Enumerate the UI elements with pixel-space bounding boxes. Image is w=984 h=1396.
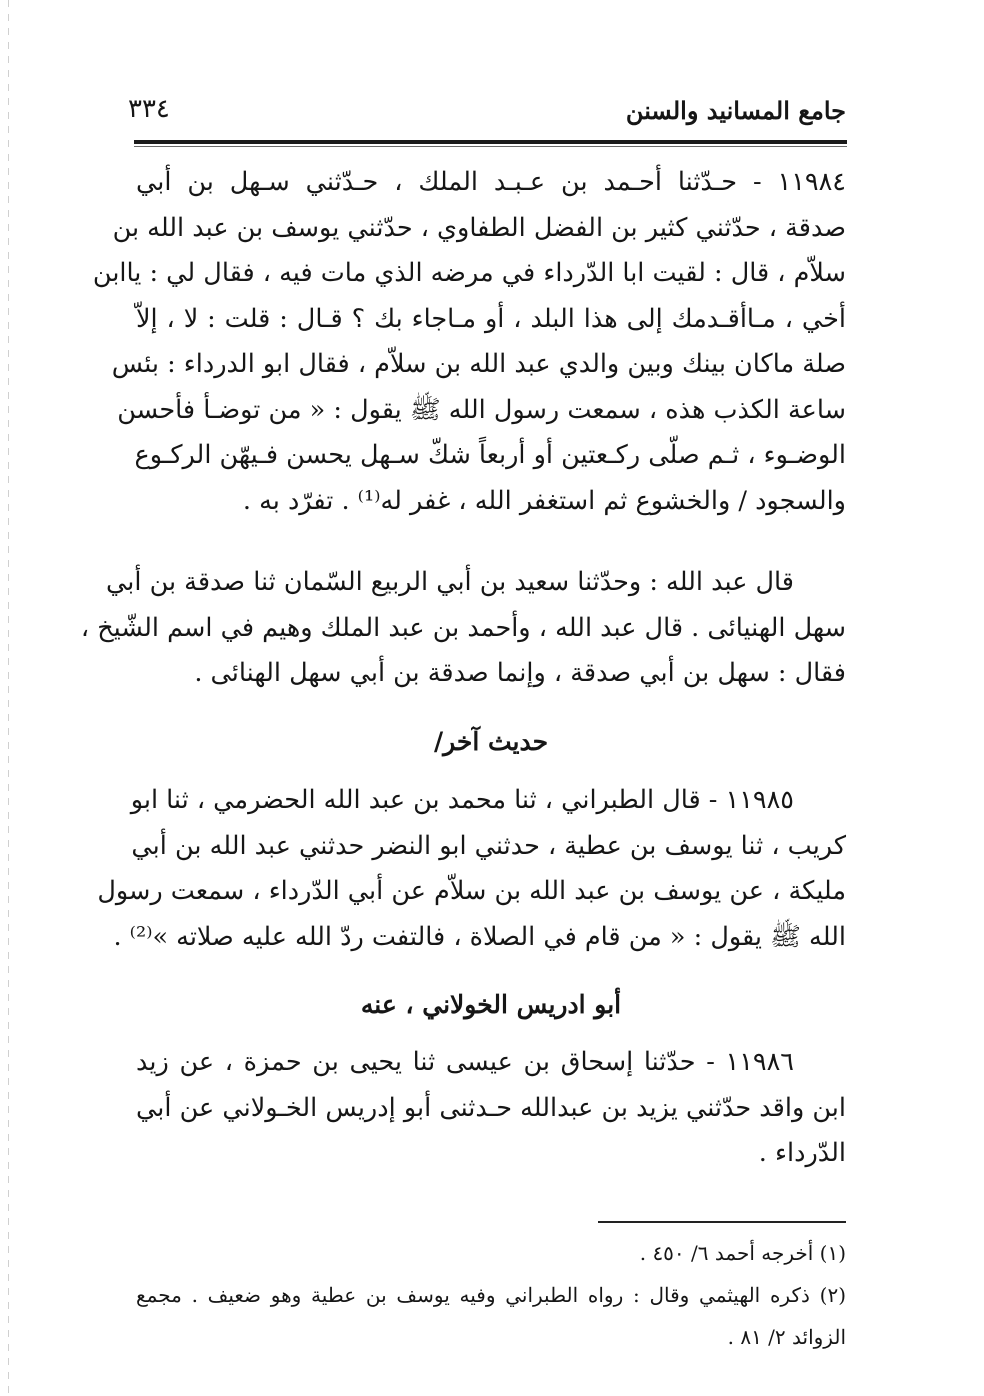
section-heading: حديث آخر/ bbox=[433, 727, 549, 756]
hadith-11984 bbox=[92, 160, 846, 524]
text-line: الوضـوء ، ثـم صلّى ركـعتين أو أربعاً شكّ سـهل يحسن فـيهّن الركـوع bbox=[134, 440, 846, 470]
footnote-2-continued: الزوائد ٢/ ٨١ . bbox=[727, 1325, 846, 1349]
footnote-2: (٢) ذكره الهيثمي وقال : رواه الطبراني وفيه يوسف بن عطية وهو ضعيف . مجمع bbox=[136, 1283, 846, 1307]
text-line: ١١٩٨٤ - حـدّثنا أحـمد بن عـبـد الملك ، حـدّثني سـهل بن أبي bbox=[136, 167, 846, 197]
text-line: ١١٩٨٥ - قال الطبراني ، ثنا محمد بن عبد الله الحضرمي ، ثنا ابو bbox=[130, 785, 794, 815]
hadith-11985 bbox=[97, 778, 846, 960]
header-rule-thin bbox=[134, 146, 847, 147]
book-title: جامع المسانيد والسنن bbox=[625, 96, 846, 125]
text-line: ابن واقد حدّثني يزيد بن عبدالله حـدثنى أبو إدريس الخـولاني عن أبي bbox=[136, 1092, 846, 1123]
footnote-rule bbox=[598, 1221, 846, 1223]
text-line: صدقة ، حدّثني كثير بن الفضل الطفاوي ، حدّثني يوسف بن عبد الله بن bbox=[112, 212, 846, 243]
text-line: صلة ماكان بينك وبين والدي عبد الله بن سلاّم ، فقال ابو الدرداء : بئس bbox=[111, 349, 846, 379]
page-header bbox=[128, 88, 846, 134]
text-line: أخي ، مـاأقـدمك إلى هذا البلد ، أو مـاجاء بك ؟ قـال : قلت : لا ، إلاّ bbox=[136, 303, 846, 334]
text-line: الله ﷺ يقول : « من قام في الصلاة ، فالتفت ردّ الله عليه صلاته »⁽²⁾ . bbox=[113, 921, 846, 952]
footnotes bbox=[136, 1232, 846, 1358]
text-line: سهل الهنيائى . قال عبد الله ، وأحمد بن عبد الملك وهيم في اسم الشّيخ ، bbox=[80, 612, 846, 643]
header-rule bbox=[134, 140, 847, 144]
text-line: مليكة ، عن يوسف بن عبد الله بن سلاّم عن أبي الدّرداء ، سمعت رسول bbox=[97, 876, 846, 906]
commentary-paragraph bbox=[80, 560, 846, 697]
text-line: ساعة الكذب هذه ، سمعت رسول الله ﷺ يقول : « من توضـأ فأحسن bbox=[117, 394, 846, 425]
page-number: ٣٣٤ bbox=[128, 94, 170, 124]
footnote-1: (١) أخرجه أحمد ٦/ ٤٥٠ . bbox=[639, 1241, 846, 1265]
text-line: الدّرداء . bbox=[758, 1138, 846, 1168]
text-line: سلاّم ، قال : لقيت ابا الدّرداء في مرضه الذي مات فيه ، فقال لي : ياابن bbox=[92, 258, 846, 288]
section-heading: أبو ادريس الخولاني ، عنه bbox=[360, 990, 622, 1019]
text-line: والسجود / والخشوع ثم استغفر الله ، غفر له⁽¹⁾ . تفرّد به . bbox=[242, 485, 846, 516]
text-line: فقال : سهل بن أبي صدقة ، وإنما صدقة بن أبي سهل الهنائى . bbox=[194, 658, 846, 688]
hadith-11986 bbox=[136, 1040, 846, 1177]
text-line: ١١٩٨٦ - حدّثنا إسحاق بن عيسى ثنا يحيى بن حمزة ، عن زيد bbox=[136, 1047, 794, 1077]
text-line: كريب ، ثنا يوسف بن عطية ، حدثني ابو النضر حدثني عبد الله بن أبي bbox=[131, 830, 846, 861]
text-line: قال عبد الله : وحدّثنا سعيد بن أبي الربيع السّمان ثنا صدقة بن أبي bbox=[106, 567, 794, 597]
scan-edge-line bbox=[8, 0, 9, 1396]
